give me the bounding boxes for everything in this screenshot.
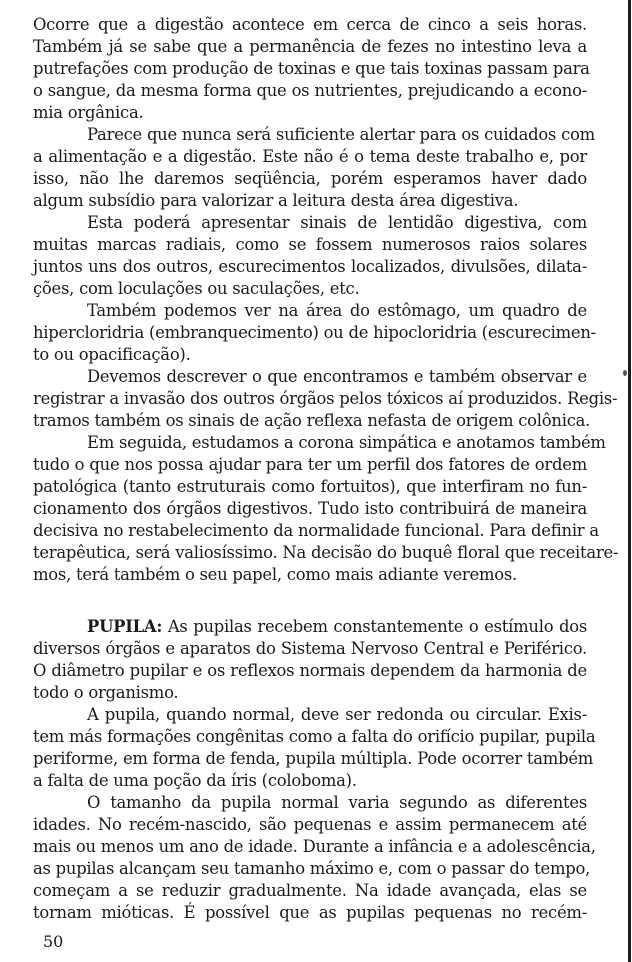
text-line: idades. No recém-nascido, são pequenas e assim permanecem até bbox=[33, 815, 587, 834]
text-line: juntos uns dos outros, escurecimentos localizados, divulsões, dilata- bbox=[33, 257, 587, 276]
text-line: isso, não lhe daremos seqüência, porém esperamos haver dado bbox=[33, 169, 587, 188]
scan-edge-shadow bbox=[628, 0, 631, 962]
text-line: diversos órgãos e aparatos do Sistema Nervoso Central e Periférico. bbox=[33, 639, 587, 658]
text-line: mais ou menos um ano de idade. Durante a infância e a adolescência, bbox=[33, 837, 596, 856]
text-line: mia orgânica. bbox=[33, 103, 144, 122]
text-line: muitas marcas radiais, como se fossem numerosos raios solares bbox=[33, 235, 587, 254]
page-body bbox=[33, 14, 619, 924]
text-line: tem más formações congênitas como a falta do orifício pupilar, pupila bbox=[33, 727, 596, 746]
text-line: tudo o que nos possa ajudar para ter um perfil dos fatores de ordem bbox=[33, 455, 587, 474]
section-heading: PUPILA: bbox=[87, 617, 163, 636]
text-line: Ocorre que a digestão acontece em cerca de cinco a seis horas. bbox=[33, 15, 587, 34]
text-line: as pupilas alcançam seu tamanho máximo e, com o passar do tempo, bbox=[33, 859, 591, 878]
text-line: periforme, em forma de fenda, pupila múltipla. Pode ocorrer também bbox=[33, 749, 594, 768]
text-line: algum subsídio para valorizar a leitura desta área digestiva. bbox=[33, 191, 519, 210]
section-pupila bbox=[33, 616, 596, 924]
page-number: 50 bbox=[43, 932, 64, 951]
text-line: Também podemos ver na área do estômago, um quadro de bbox=[87, 301, 587, 320]
text-line: começam a se reduzir gradualmente. Na idade avançada, elas se bbox=[33, 881, 587, 900]
text-line: Parece que nunca será suficiente alertar para os cuidados com bbox=[87, 125, 595, 144]
text-line: A pupila, quando normal, deve ser redonda ou circular. Exis- bbox=[87, 705, 587, 724]
text-line: registrar a invasão dos outros órgãos pelos tóxicos aí produzidos. Regis- bbox=[33, 389, 618, 408]
text-line: Também já se sabe que a permanência de fezes no intestino leva a bbox=[33, 37, 587, 56]
text-line: to ou opacificação). bbox=[33, 345, 191, 364]
text-line: o sangue, da mesma forma que os nutrientes, prejudicando a econo- bbox=[33, 81, 587, 100]
scan-speck bbox=[623, 370, 627, 376]
text-line: cionamento dos órgãos digestivos. Tudo isto contribuirá de maneira bbox=[33, 499, 587, 518]
text-line: O tamanho da pupila normal varia segundo as diferentes bbox=[87, 793, 587, 812]
text-line: Em seguida, estudamos a corona simpática e anotamos também bbox=[87, 433, 606, 452]
heading-line-text: As pupilas recebem constantemente o estímulo dos bbox=[162, 617, 587, 636]
text-line: a falta de uma poção da íris (coloboma). bbox=[33, 771, 357, 790]
section-gap bbox=[33, 586, 587, 616]
text-line: patológica (tanto estruturais como fortuitos), que interfiram no fun- bbox=[33, 477, 587, 496]
text-line: ções, com loculações ou saculações, etc. bbox=[33, 279, 360, 298]
text-line bbox=[33, 616, 587, 638]
text-line: tornam mióticas. É possível que as pupilas pequenas no recém- bbox=[33, 903, 587, 922]
text-line: terapêutica, será valiosíssimo. Na decisão do buquê floral que receitare- bbox=[33, 543, 619, 562]
section-digestion bbox=[33, 14, 619, 586]
text-line: tramos também os sinais de ação reflexa nefasta de origem colônica. bbox=[33, 411, 591, 430]
text-line: Devemos descrever o que encontramos e também observar e bbox=[87, 367, 587, 386]
text-line: decisiva no restabelecimento da normalidade funcional. Para definir a bbox=[33, 521, 599, 540]
text-line: todo o organismo. bbox=[33, 683, 179, 702]
text-line: Esta poderá apresentar sinais de lentidão digestiva, com bbox=[87, 213, 587, 232]
text-line: a alimentação e a digestão. Este não é o tema deste trabalho e, por bbox=[33, 147, 587, 166]
text-line: O diâmetro pupilar e os reflexos normais dependem da harmonia de bbox=[33, 661, 587, 680]
text-line: hipercloridria (embranquecimento) ou de hipocloridria (escurecimen- bbox=[33, 323, 596, 342]
text-line: mos, terá também o seu papel, como mais adiante veremos. bbox=[33, 565, 517, 584]
text-line: putrefações com produção de toxinas e que tais toxinas passam para bbox=[33, 59, 590, 78]
